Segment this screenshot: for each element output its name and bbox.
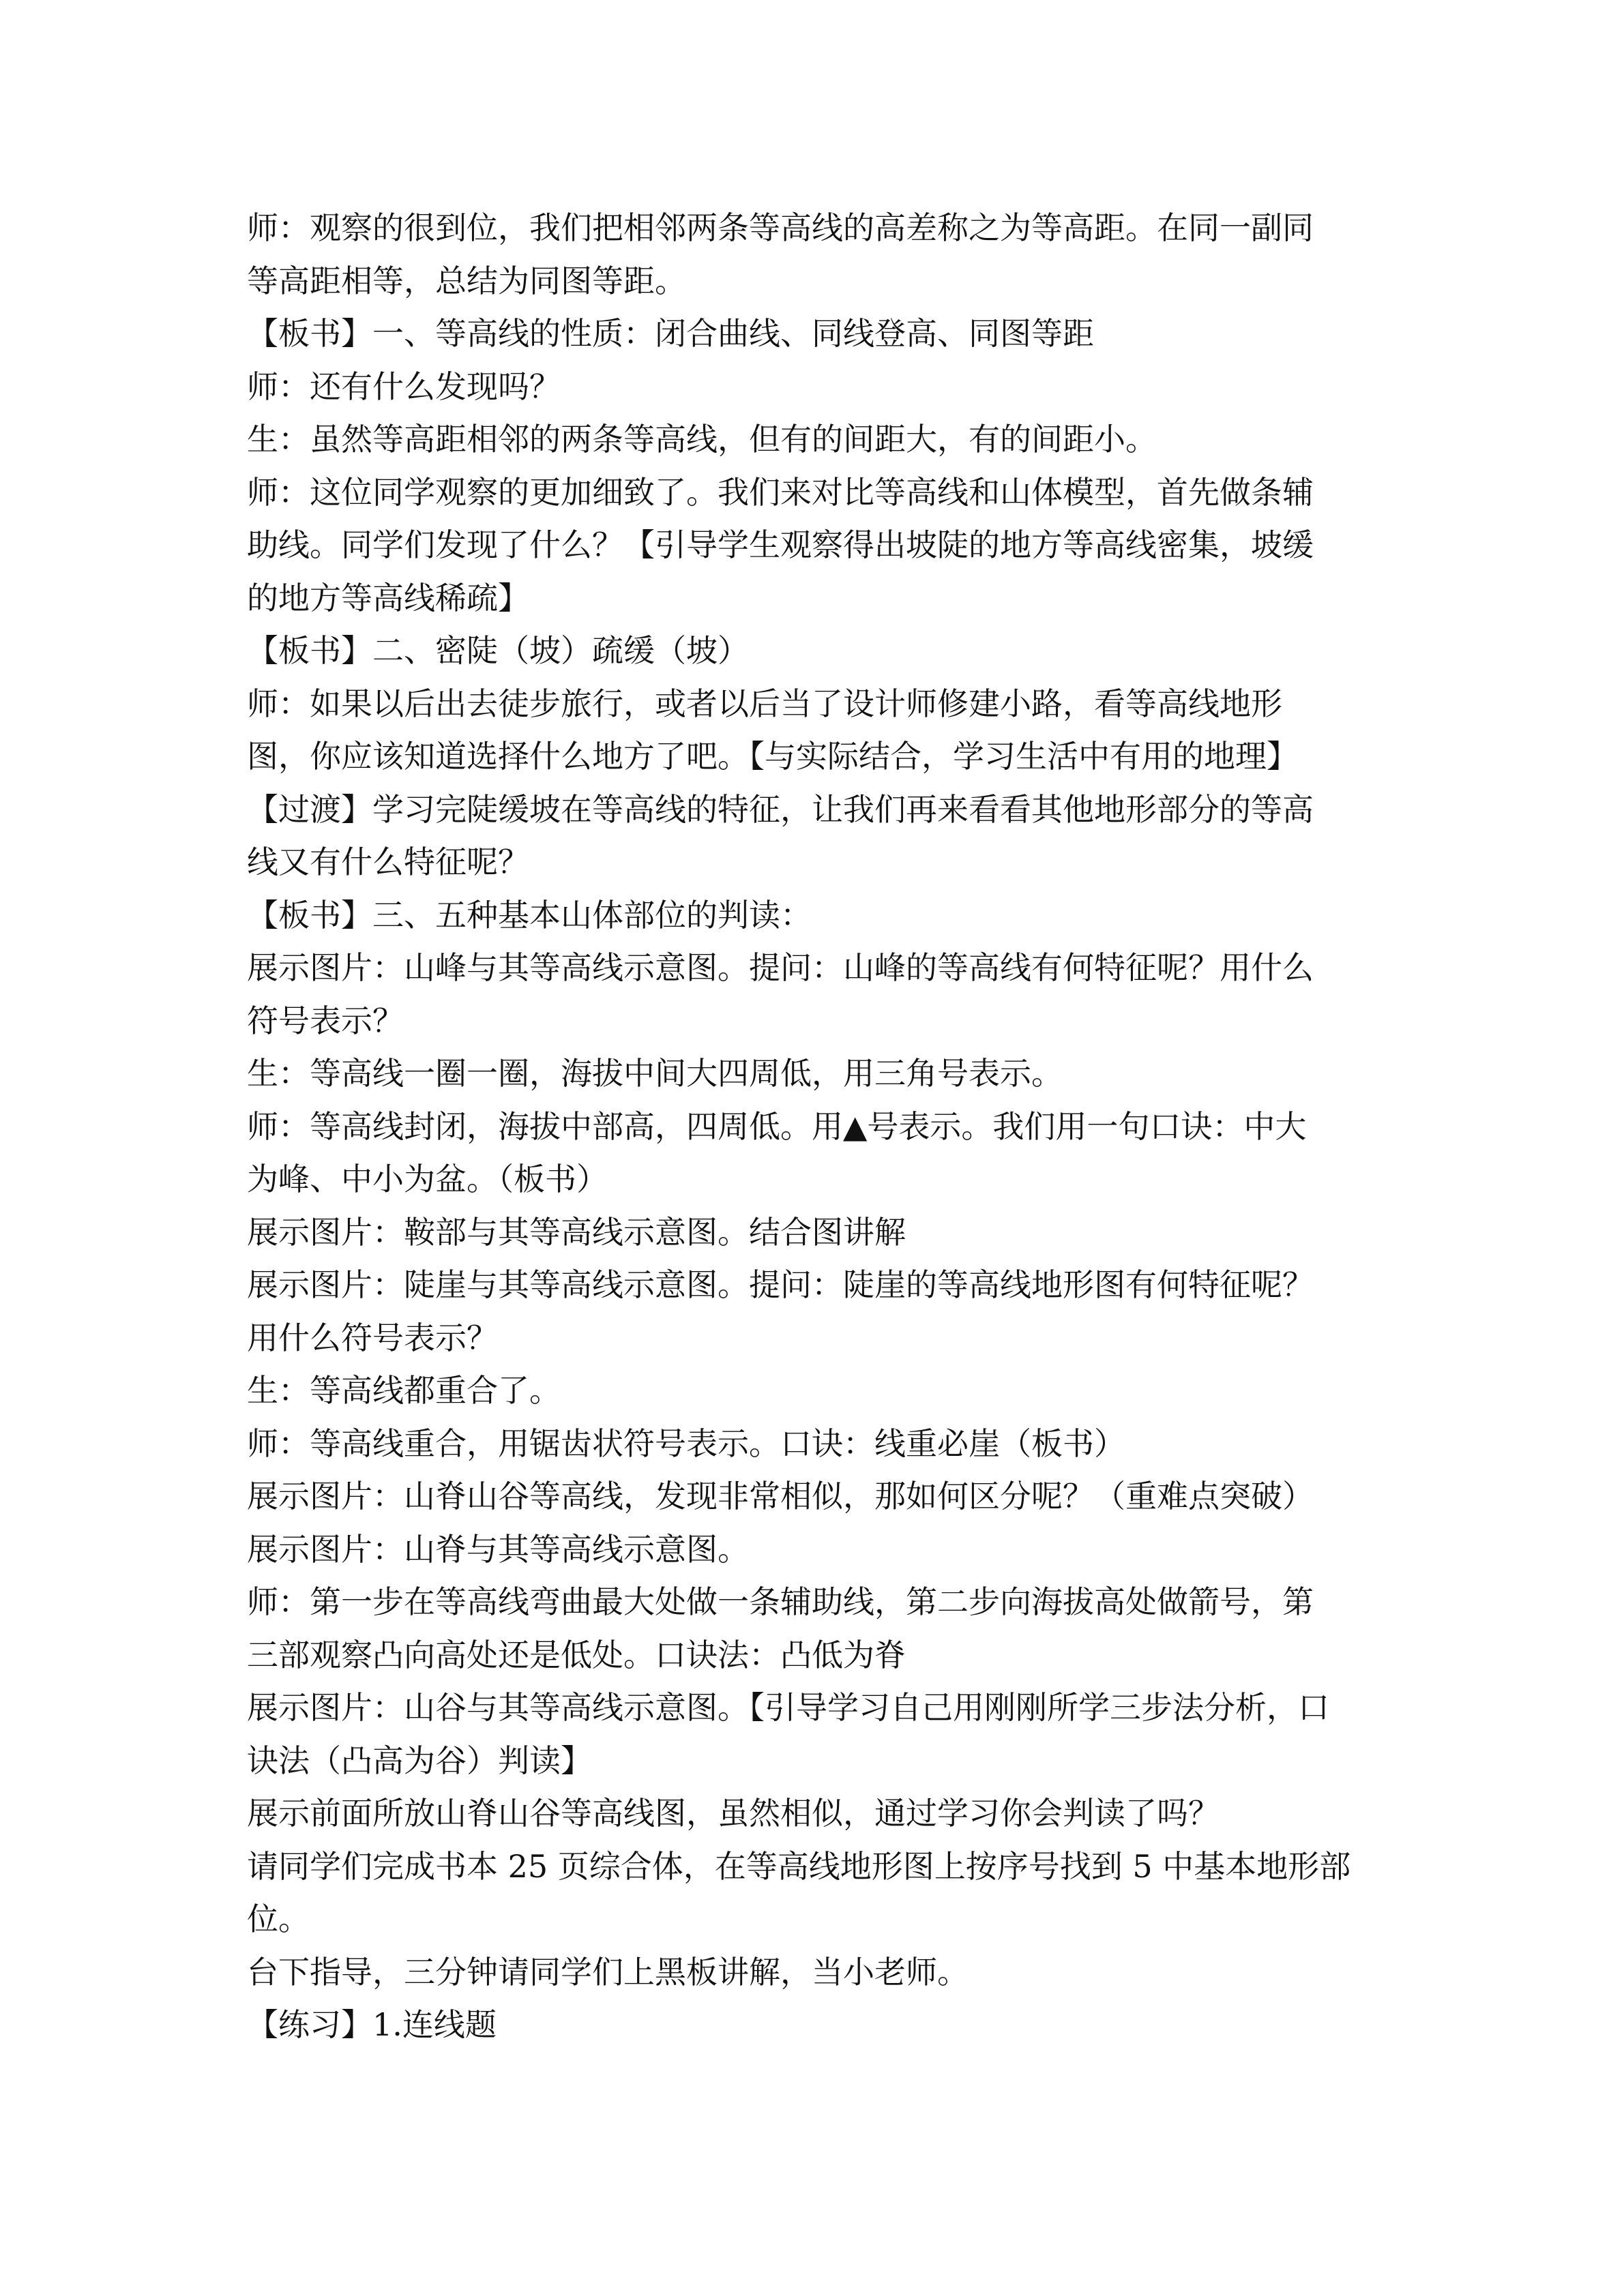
text-line: 生：等高线一圈一圈，海拔中间大四周低，用三角号表示。 <box>247 1055 1063 1092</box>
text-line: 【板书】二、密陡（坡）疏缓（坡） <box>247 632 749 669</box>
text-line: 的地方等高线稀疏】 <box>247 579 529 616</box>
text-line: 展示图片：山脊山谷等高线，发现非常相似，那如何区分呢？（重难点突破） <box>247 1478 1314 1515</box>
text-line: 展示图片：陡崖与其等高线示意图。提问：陡崖的等高线地形图有何特征呢？ <box>247 1266 1314 1303</box>
text-line: 师：还有什么发现吗？ <box>247 368 561 405</box>
text-line: 生：虽然等高距相邻的两条等高线，但有的间距大，有的间距小。 <box>247 421 1157 458</box>
text-line: 展示图片：山脊与其等高线示意图。 <box>247 1530 749 1568</box>
text-line: 等高距相等，总结为同图等距。 <box>247 262 686 299</box>
text-line: 展示图片：山谷与其等高线示意图。【引导学习自己用刚刚所学三步法分析，口 <box>247 1689 1329 1726</box>
text-line: 台下指导，三分钟请同学们上黑板讲解，当小老师。 <box>247 1953 969 1991</box>
text-line: 请同学们完成书本 25 页综合体，在等高线地形图上按序号找到 5 中基本地形部 <box>247 1847 1351 1885</box>
text-line: 师：第一步在等高线弯曲最大处做一条辅助线，第二步向海拔高处做箭号，第 <box>247 1583 1314 1620</box>
text-line: 【板书】三、五种基本山体部位的判读： <box>247 896 812 934</box>
text-line: 师：等高线重合，用锯齿状符号表示。口诀：线重必崖（板书） <box>247 1425 1125 1462</box>
text-line: 师：观察的很到位，我们把相邻两条等高线的高差称之为等高距。在同一副同 <box>247 209 1314 246</box>
text-line: 师：如果以后出去徒步旅行，或者以后当了设计师修建小路，看等高线地形 <box>247 685 1282 722</box>
text-line: 展示前面所放山脊山谷等高线图，虽然相似，通过学习你会判读了吗？ <box>247 1795 1220 1832</box>
document-page <box>247 202 1379 2052</box>
text-line: 用什么符号表示？ <box>247 1319 498 1356</box>
text-line: 诀法（凸高为谷）判读】 <box>247 1742 592 1779</box>
text-line: 符号表示？ <box>247 1002 404 1039</box>
text-line: 图，你应该知道选择什么地方了吧。【与实际结合，学习生活中有用的地理】 <box>247 738 1298 775</box>
text-line: 师：等高线封闭，海拔中部高，四周低。用▲号表示。我们用一句口诀：中大 <box>247 1107 1307 1145</box>
text-line: 【板书】一、等高线的性质：闭合曲线、同线登高、同图等距 <box>247 315 1094 352</box>
text-line: 师：这位同学观察的更加细致了。我们来对比等高线和山体模型，首先做条辅 <box>247 473 1314 511</box>
text-line: 位。 <box>247 1900 310 1937</box>
text-line: 【练习】1.连线题 <box>247 2006 497 2043</box>
text-line: 展示图片：山峰与其等高线示意图。提问：山峰的等高线有何特征呢？用什么 <box>247 949 1314 986</box>
text-line: 生：等高线都重合了。 <box>247 1372 561 1409</box>
text-line: 展示图片：鞍部与其等高线示意图。结合图讲解 <box>247 1213 906 1251</box>
text-line: 三部观察凸向高处还是低处。口诀法：凸低为脊 <box>247 1636 906 1673</box>
text-line: 助线。同学们发现了什么？【引导学生观察得出坡陡的地方等高线密集，坡缓 <box>247 526 1314 563</box>
text-line: 【过渡】学习完陡缓坡在等高线的特征，让我们再来看看其他地形部分的等高 <box>247 790 1314 828</box>
text-line: 为峰、中小为盆。（板书） <box>247 1161 608 1197</box>
text-line: 线又有什么特征呢？ <box>247 844 529 880</box>
